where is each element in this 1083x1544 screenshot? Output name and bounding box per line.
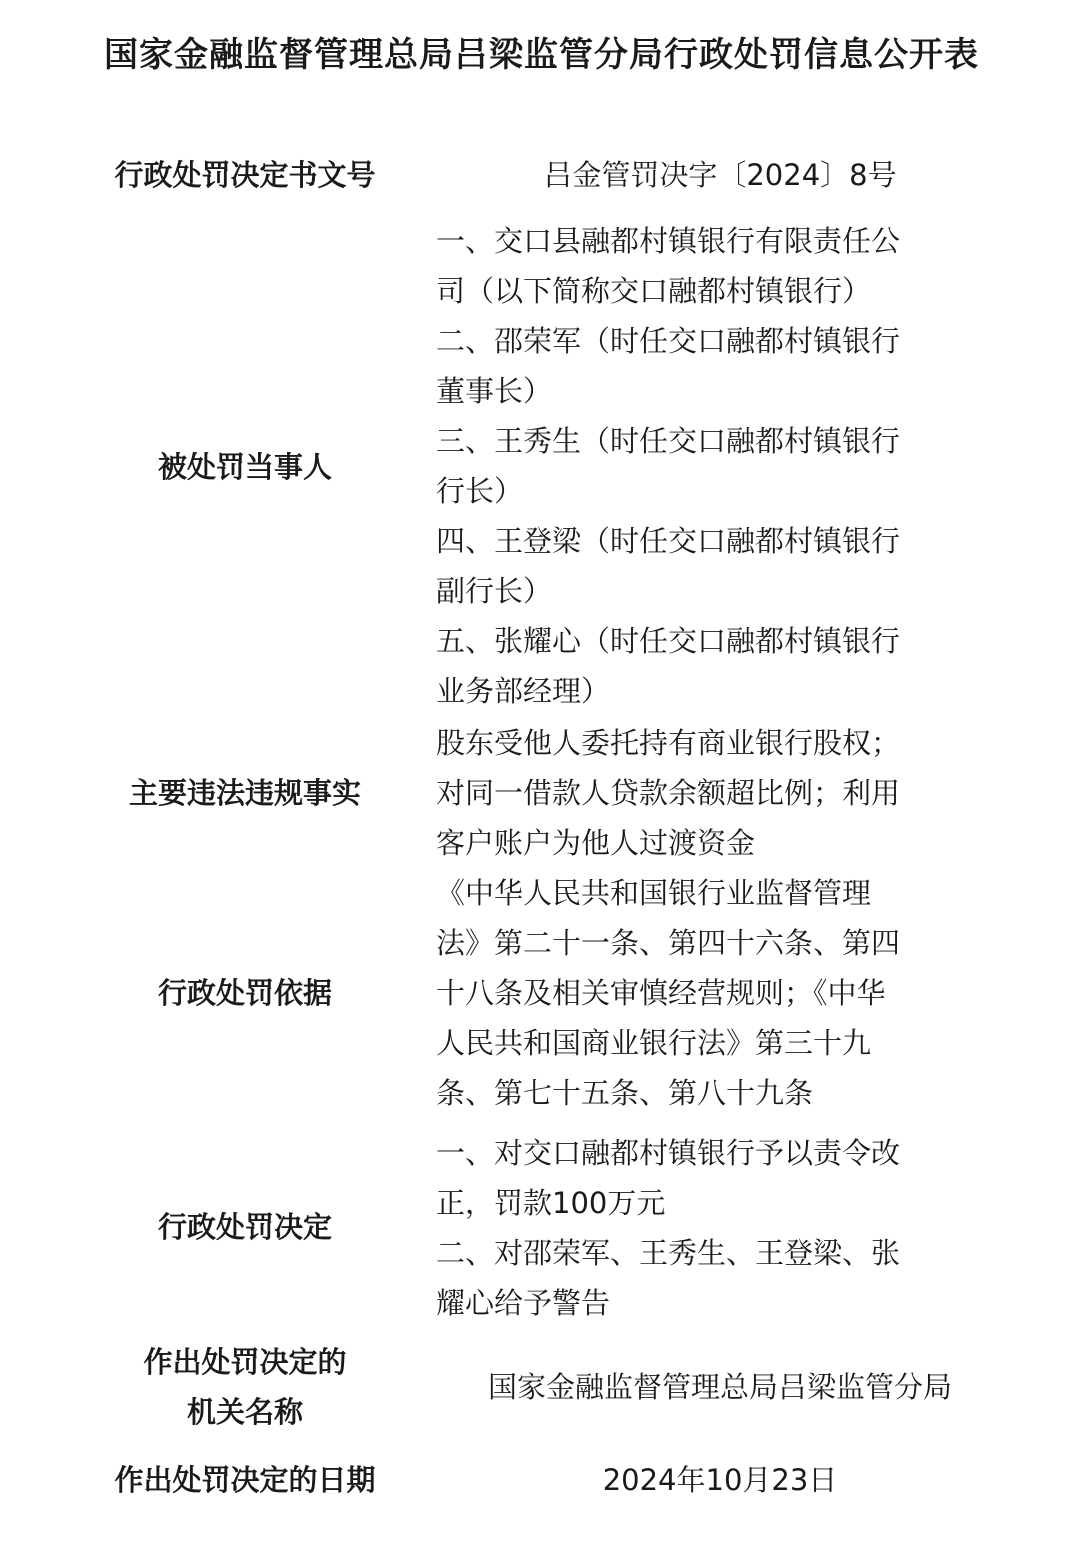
violations-line: 对同一借款人贷款余额超比例；利用 [436,776,901,810]
parties-line: 五、张耀心（时任交口融都村镇银行 [436,624,901,658]
basis-line: 《中华人民共和国银行业监督管理 [436,876,872,910]
decision-line: 正，罚款100万元 [436,1186,666,1220]
parties-line: 二、邵荣军（时任交口融都村镇银行 [436,324,901,358]
parties-line: 行长） [436,474,524,508]
date-label: 作出处罚决定的日期 [114,1463,376,1497]
basis-value [436,868,996,1118]
decision-label: 行政处罚决定 [157,1210,332,1244]
authority-label-line: 作出处罚决定的 [143,1345,347,1379]
authority-value: 国家金融监督管理总局吕梁监管分局 [487,1370,952,1404]
parties-line: 董事长） [436,374,553,408]
decision-line: 一、对交口融都村镇银行予以责令改 [436,1136,901,1170]
parties-label: 被处罚当事人 [157,450,332,484]
parties-line: 三、王秀生（时任交口融都村镇银行 [436,424,901,458]
parties-value [436,216,996,716]
page-title: 国家金融监督管理总局吕梁监管分局行政处罚信息公开表 [104,35,979,75]
parties-line: 业务部经理） [436,674,611,708]
decision-line: 耀心给予警告 [436,1286,611,1320]
basis-line: 条、第七十五条、第八十九条 [436,1076,814,1110]
date-value: 2024年10月23日 [602,1463,838,1497]
parties-line: 一、交口县融都村镇银行有限责任公 [436,224,901,258]
decision-line: 二、对邵荣军、王秀生、王登梁、张 [436,1236,901,1270]
decision-value [436,1128,996,1328]
basis-line: 人民共和国商业银行法》第三十九 [436,1026,872,1060]
violations-value [436,718,996,868]
authority-label-line: 机关名称 [186,1395,303,1429]
basis-line: 法》第二十一条、第四十六条、第四 [436,926,901,960]
violations-label: 主要违法违规事实 [128,776,361,810]
parties-line: 副行长） [436,574,553,608]
parties-line: 司（以下简称交口融都村镇银行） [436,274,872,308]
basis-line: 十八条及相关审慎经营规则；《中华 [436,976,886,1010]
decision-number-value: 吕金管罚决字〔2024〕8号 [543,158,897,192]
basis-label: 行政处罚依据 [157,976,332,1010]
parties-line: 四、王登梁（时任交口融都村镇银行 [436,524,901,558]
violations-line: 股东受他人委托持有商业银行股权； [436,726,901,760]
authority-label [60,1337,430,1437]
violations-line: 客户账户为他人过渡资金 [436,826,756,860]
decision-number-label: 行政处罚决定书文号 [114,158,376,192]
